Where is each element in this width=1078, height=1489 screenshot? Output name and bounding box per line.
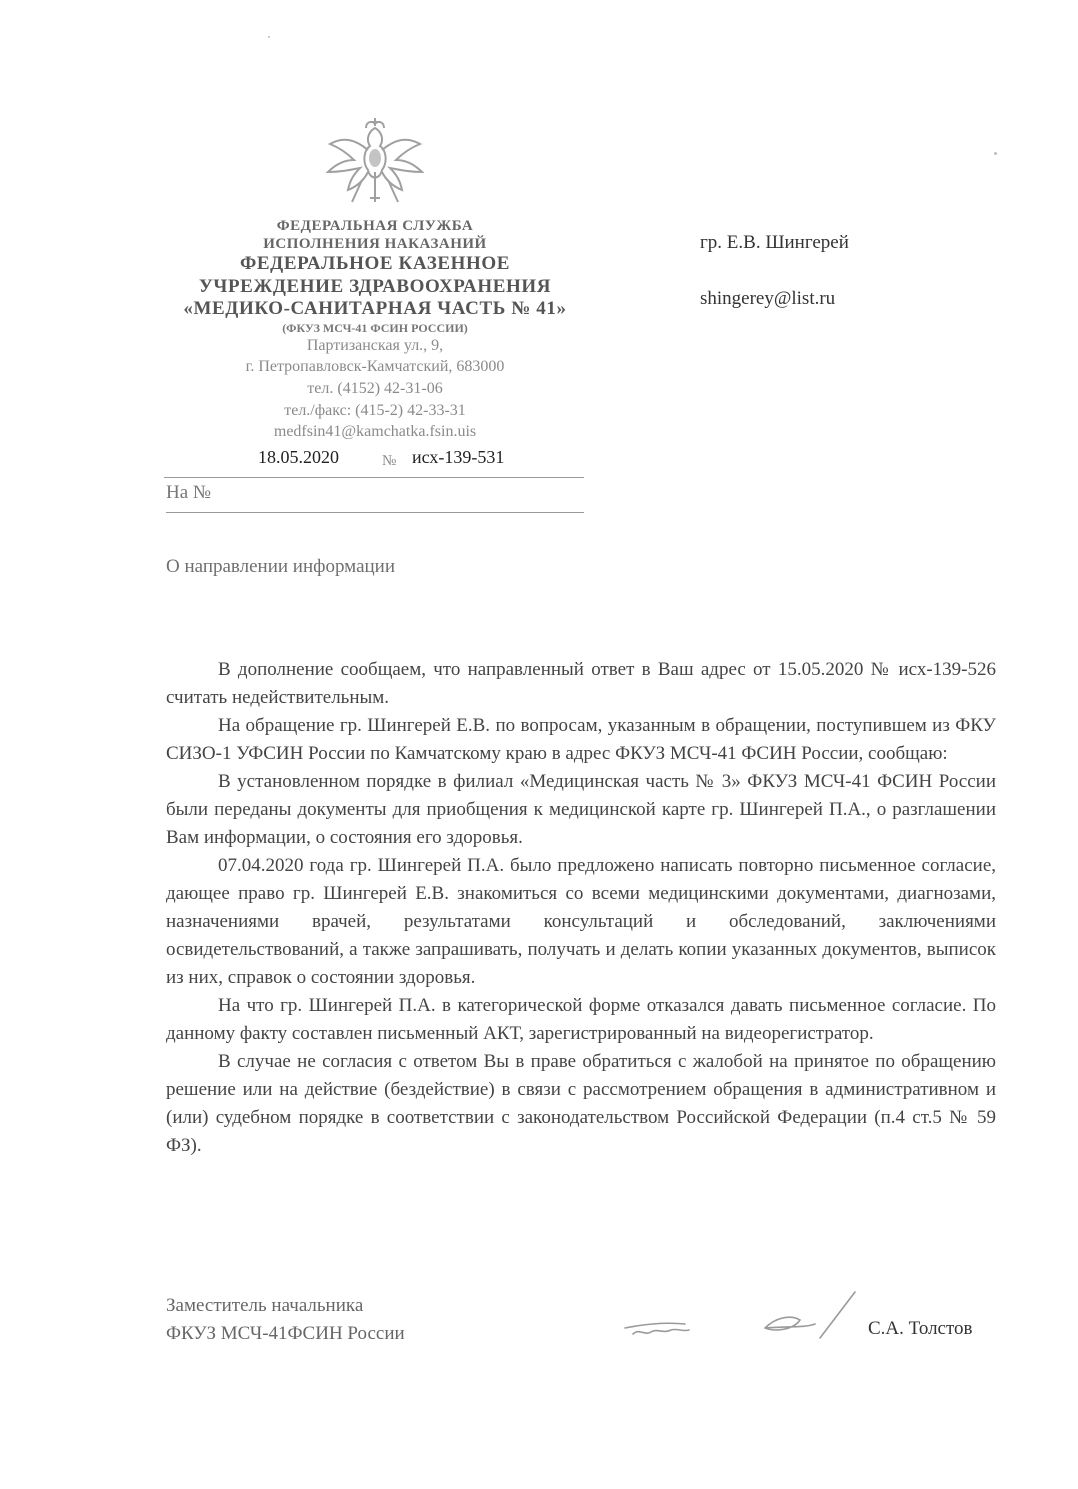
letter-body <box>166 656 996 1160</box>
body-paragraph: В дополнение сообщаем, что направленный ответ в Ваш адрес от 15.05.2020 № исх-139-526 считать недействительным. <box>166 659 996 708</box>
org-email: medfsin41@kamchatka.fsin.uis <box>273 423 477 441</box>
handwritten-signature <box>615 1288 885 1348</box>
reference-label: На № <box>166 482 212 503</box>
body-paragraph: В случае не согласия с ответом Вы в праве обратиться с жалобой на принятое по обращению решение или на действие (бездействие) в связи с рассмотрением обращения в административном и (или) судебном порядке в соответствии с законодательством Российской Федерации (п.4 ст.5 № 59 ФЗ). <box>166 1051 996 1156</box>
reference-row <box>166 482 584 513</box>
agency-line-1: ФЕДЕРАЛЬНАЯ СЛУЖБА <box>276 218 474 234</box>
recipient-email: shingerey@list.ru <box>700 288 836 309</box>
org-line-1: ФЕДЕРАЛЬНОЕ КАЗЕННОЕ <box>239 253 511 275</box>
address-city: г. Петропавловск-Камчатский, 683000 <box>245 358 505 376</box>
body-paragraph: На обращение гр. Шингерей Е.В. по вопросам, указанным в обращении, поступившем из ФКУ СИЗО-1 УФСИН России по Камчатскому краю в адрес ФКУЗ МСЧ-41 ФСИН России, сообщаю: <box>166 715 996 764</box>
address-street: Партизанская ул., 9, <box>306 336 444 354</box>
signatory-name: С.А. Толстов <box>868 1318 973 1339</box>
registration-row <box>164 447 584 478</box>
scan-speck <box>994 152 997 155</box>
org-line-2: УЧРЕЖДЕНИЕ ЗДРАВООХРАНЕНИЯ <box>198 275 552 297</box>
subject-line: О направлении информации <box>166 556 396 577</box>
recipient-name: гр. Е.В. Шингерей <box>700 232 849 253</box>
registration-number: исх-139-531 <box>412 447 505 467</box>
fax: тел./факс: (415-2) 42-33-31 <box>284 401 466 419</box>
registration-date: 18.05.2020 <box>258 447 339 467</box>
signatory-position <box>166 1292 405 1348</box>
org-abbreviation: (ФКУЗ МСЧ-41 ФСИН РОССИИ) <box>282 320 468 335</box>
recipient <box>700 232 849 310</box>
position-line-1: Заместитель начальника <box>166 1295 364 1316</box>
position-line-2: ФКУЗ МСЧ-41ФСИН России <box>166 1323 405 1344</box>
scan-speck <box>268 36 270 38</box>
phone: тел. (4152) 42-31-06 <box>307 379 443 397</box>
letterhead <box>160 110 590 443</box>
body-paragraph: 07.04.2020 года гр. Шингерей П.А. было предложено написать повторно письменное согласие, дающее право гр. Шингерей Е.В. знакомиться со всеми медицинскими документами, диагнозами, назначениями врачей, результатами консультаций и обследований, заключениями освидетельствований, а также запрашивать, получать и делать копии указанных документов, выписок из них, справок о состоянии здоровья. <box>166 855 996 988</box>
eagle-emblem-icon <box>320 110 430 210</box>
number-sign: № <box>382 453 397 469</box>
body-paragraph: В установленном порядке в филиал «Медицинская часть № 3» ФКУЗ МСЧ-41 ФСИН России были переданы документы для приобщения к медицинской карте гр. Шингерей П.А., о разглашении Вам информации, о состояния его здоровья. <box>166 771 996 848</box>
body-paragraph: На что гр. Шингерей П.А. в категорической форме отказался давать письменное согласие. По данному факту составлен письменный АКТ, зарегистрированный на видеорегистратор. <box>166 995 996 1044</box>
org-line-3: «МЕДИКО-САНИТАРНАЯ ЧАСТЬ № 41» <box>183 298 567 320</box>
agency-line-2: ИСПОЛНЕНИЯ НАКАЗАНИЙ <box>263 235 487 252</box>
